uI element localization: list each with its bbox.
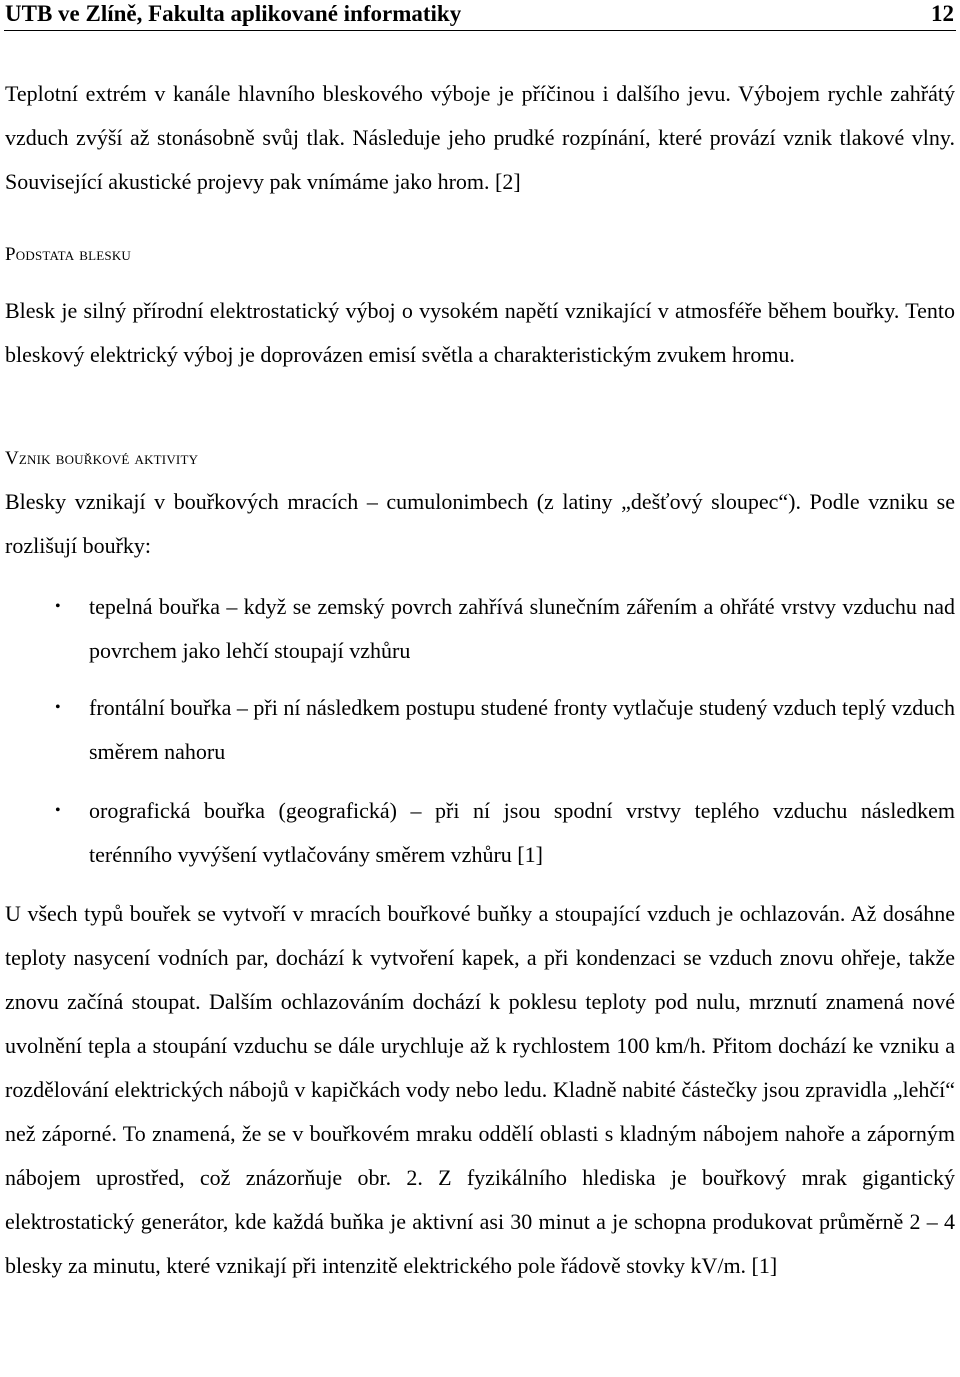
bullet-list-1	[5, 585, 955, 673]
section-podstata	[5, 242, 955, 268]
section-vznik-body	[5, 480, 955, 568]
closing-block	[5, 892, 955, 1288]
section-paragraph: Blesky vznikají v bouřkových mracích – cumulonimbech (z latiny „dešťový sloupec“). Podle vzniku se rozlišují bouřky:	[5, 489, 955, 558]
bullet-icon: •	[55, 699, 61, 716]
list-item	[5, 686, 955, 774]
bullet-icon: •	[55, 802, 61, 819]
list-item-text: tepelná bouřka – když se zemský povrch zahřívá slunečním zářením a ohřáté vrstvy vzduchu nad povrchem jako lehčí stoupají vzhůru	[89, 594, 955, 663]
section-vznik	[5, 446, 955, 472]
page-number: 12	[931, 1, 954, 26]
section-heading: Podstata blesku	[5, 244, 132, 265]
list-item-text: orografická bouřka (geografická) – při ní jsou spodní vrstvy teplého vzduchu následkem terénního vyvýšení vytlačovány směrem vzhůru [1]	[89, 798, 955, 867]
section-podstata-body	[5, 289, 955, 377]
intro-paragraph: Teplotní extrém v kanále hlavního bleskového výboje je příčinou i dalšího jevu. Výbojem rychle zahřátý vzduch zvýší až stonásobně svůj tlak. Následuje jeho prudké rozpínání, které provází vznik tlakové vlny. Související akustické projevy pak vnímáme jako hrom. [2]	[5, 81, 955, 194]
intro-block	[5, 72, 955, 204]
bullet-list-2	[5, 686, 955, 774]
list-item	[5, 789, 955, 877]
section-paragraph: Blesk je silný přírodní elektrostatický výboj o vysokém napětí vznikající v atmosféře během bouřky. Tento bleskový elektrický výboj je doprovázen emisí světla a charakteristickým zvukem hromu.	[5, 298, 955, 367]
section-heading: Vznik bouřkové aktivity	[5, 448, 199, 469]
header-title: UTB ve Zlíně, Fakulta aplikované informatiky	[5, 1, 462, 26]
closing-paragraph: U všech typů bouřek se vytvoří v mracích bouřkové buňky a stoupající vzduch je ochlazován. Až dosáhne teploty nasycení vodních par, dochází k vytvoření kapek, a při kondenzaci se vzduch znovu ohřeje, takže znovu začíná stoupat. Dalším ochlazováním dochází k poklesu teploty pod nulu, mrznutí znamená nové uvolnění tepla a stoupání vzduchu se dále urychluje až k rychlostem 100 km/h. Přitom dochází ke vzniku a rozdělování elektrických nábojů v kapičkách vody nebo ledu. Kladně nabité částečky jsou zpravidla „lehčí“ než záporné. To znamená, že se v bouřkovém mraku oddělí oblasti s kladným nábojem nahoře a záporným nábojem uprostřed, což znázorňuje obr. 2. Z fyzikálního hlediska je bouřkový mrak gigantický elektrostatický generátor, kde každá buňka je aktivní asi 30 minut a je schopna produkovat průměrně 2 – 4 blesky za minutu, které vznikají při intenzitě elektrického pole řádově stovky kV/m. [1]	[5, 901, 955, 1278]
list-item	[5, 585, 955, 673]
bullet-icon: •	[55, 598, 61, 615]
bullet-list-3	[5, 789, 955, 877]
page-header	[4, 0, 956, 31]
list-item-text: frontální bouřka – při ní následkem postupu studené fronty vytlačuje studený vzduch teplý vzduch směrem nahoru	[89, 695, 955, 764]
